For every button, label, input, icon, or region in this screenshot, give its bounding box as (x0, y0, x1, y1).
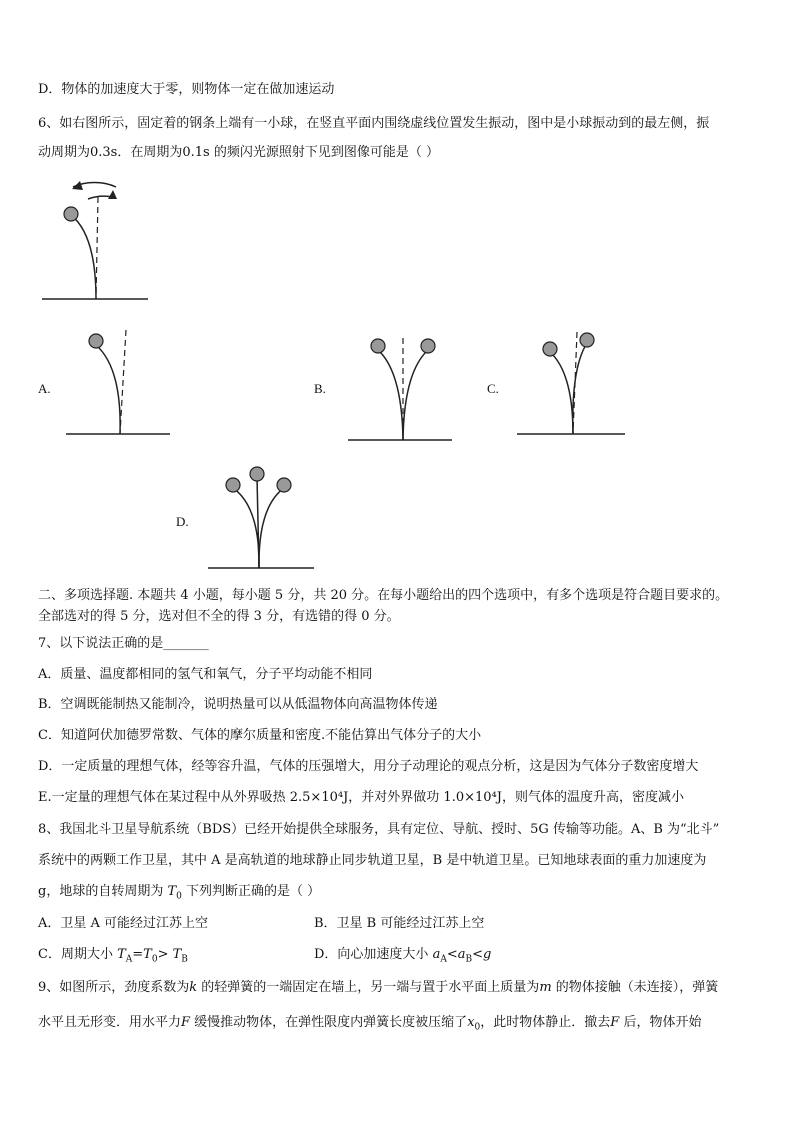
q6-reference-figure (40, 175, 155, 305)
q6-option-a-label: A. (38, 381, 51, 396)
q6-stem-line1: 6、如右图所示，固定着的钢条上端有一小球，在竖直平面内围绕虚线位置发生振动，图中是小球振动到的最左侧，振 (38, 116, 710, 131)
q6-option-c-figure (515, 328, 627, 438)
q6-option-a-figure (64, 328, 172, 438)
q8-option-a: A．卫星 A 可能经过江苏上空 (38, 916, 209, 931)
q8-option-d: D．向心加速度大小 $a_A<a_B<g$ (314, 947, 492, 965)
q5-option-d: D．物体的加速度大于零，则物体一定在做加速运动 (38, 82, 335, 97)
q7-option-c: C．知道阿伏加德罗常数、气体的摩尔质量和密度.不能估算出气体分子的大小 (38, 728, 482, 743)
q6-stem-line2: 动周期为0.3s．在周期为0.1s 的频闪光源照射下见到图像可能是（ ） (38, 145, 439, 160)
q8-stem-line1: 8、我国北斗卫星导航系统（BDS）已经开始提供全球服务，具有定位、导航、授时、5G 传输等功能。A、B 为“北斗” (38, 822, 720, 837)
q9-stem-line1: 9、如图所示，劲度系数为k 的轻弹簧的一端固定在墙上，另一端与置于水平面上质量为m 的物体接触（未连接），弹簧 (38, 980, 719, 995)
q7-option-a: A．质量、温度都相同的氢气和氧气，分子平均动能不相同 (38, 667, 373, 682)
q9-stem-line2: 水平且无形变．用水平力F 缓慢推动物体，在弹性限度内弹簧长度被压缩了$x_0$，此时物体静止．撤去F 后，物体开始 (38, 1015, 702, 1033)
q6-option-c-label: C. (487, 381, 499, 396)
q6-option-d-figure (206, 462, 316, 572)
q8-stem-line3: g，地球的自转周期为 $T_0$ 下列判断正确的是（ ） (38, 884, 321, 902)
section2-line1: 二、多项选择题. 本题共 4 小题，每小题 5 分，共 20 分。在每小题给出的四个选项中，有多个选项是符合题目要求的。 (38, 588, 729, 603)
q6-option-b-label: B. (314, 381, 326, 396)
q8-option-b: B．卫星 B 可能经过江苏上空 (314, 916, 485, 931)
q8-stem-line2: 系统中的两颗工作卫星，其中 A 是高轨道的地球静止同步轨道卫星，B 是中轨道卫星。已知地球表面的重力加速度为 (38, 853, 707, 868)
q7-stem: 7、以下说法正确的是_______ (38, 636, 209, 651)
q8-option-c: C．周期大小 $T_A=T_0> T_B$ (38, 947, 188, 965)
q6-option-b-figure (346, 332, 454, 442)
q7-option-b: B．空调既能制热又能制冷，说明热量可以从低温物体向高温物体传递 (38, 697, 438, 712)
q6-option-d-label: D. (176, 514, 189, 529)
section2-line2: 全部选对的得 5 分，选对但不全的得 3 分，有选错的得 0 分。 (38, 609, 400, 624)
q7-option-e: E.一定量的理想气体在某过程中从外界吸热 2.5×10⁴J，并对外界做功 1.0×10⁴J，则气体的温度升高，密度减小 (38, 790, 684, 805)
q7-option-d: D．一定质量的理想气体，经等容升温，气体的压强增大，用分子动理论的观点分析，这是因为气体分子数密度增大 (38, 759, 699, 774)
